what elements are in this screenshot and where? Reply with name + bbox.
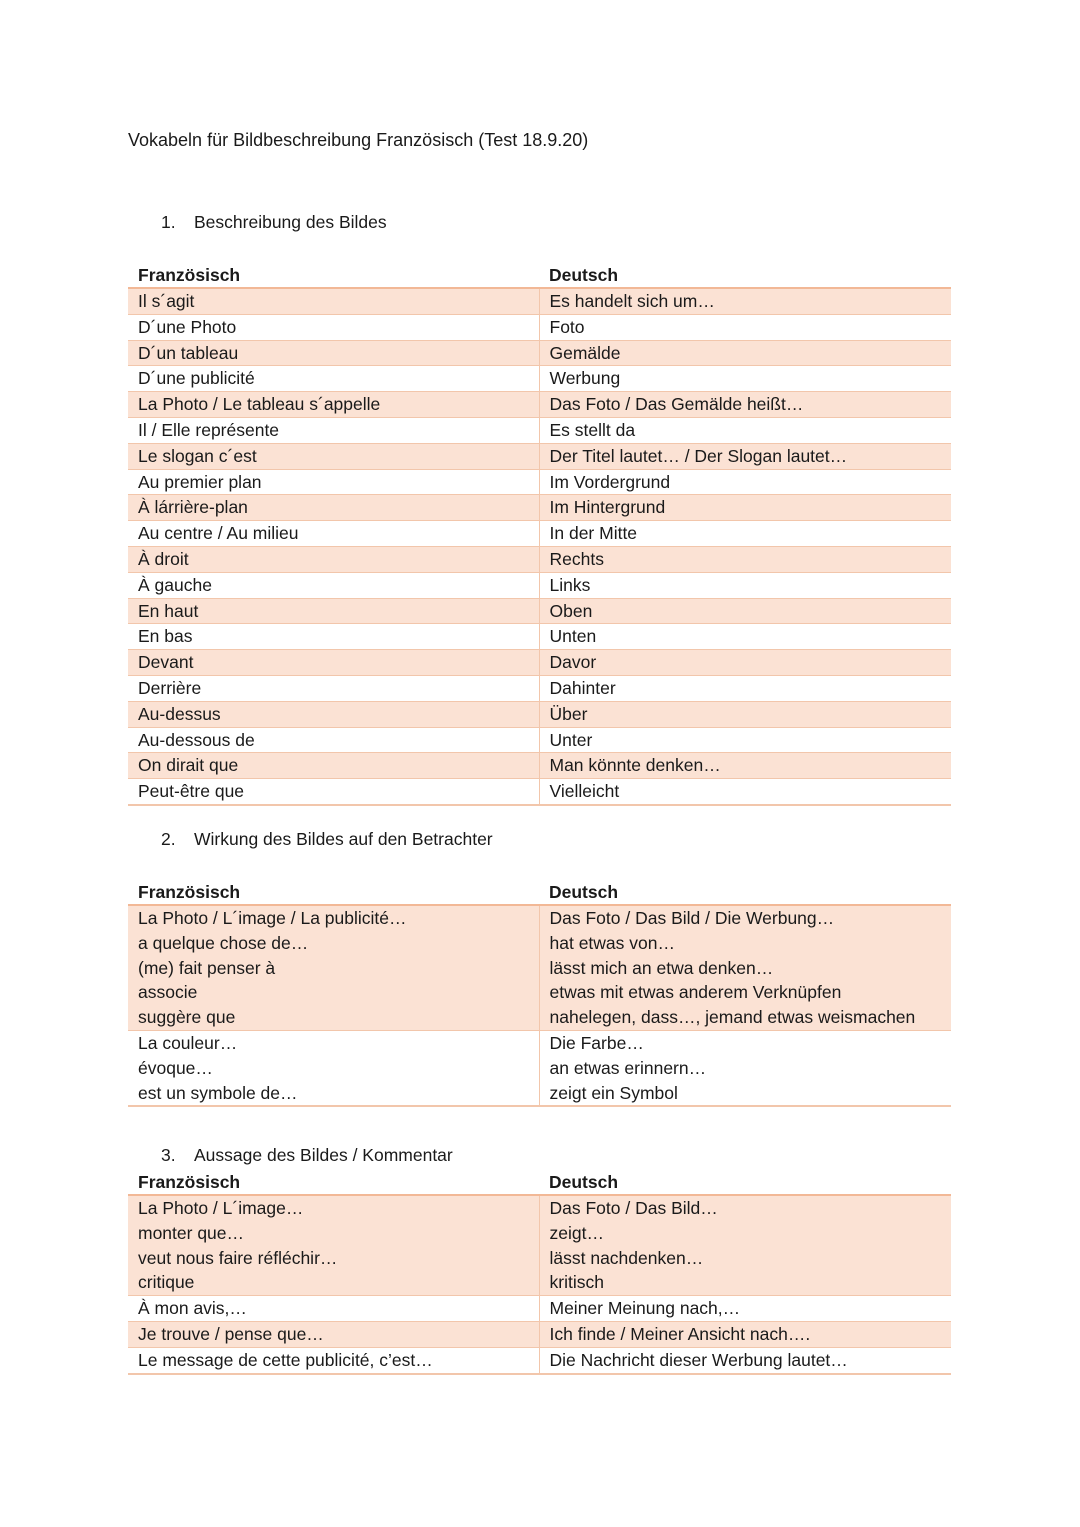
german-term: Gemälde <box>539 340 951 366</box>
table-row <box>128 340 951 366</box>
french-term: Le message de cette publicité, c’est… <box>128 1347 539 1373</box>
table-body <box>128 288 951 805</box>
french-term: Devant <box>128 650 539 676</box>
table-row <box>128 443 951 469</box>
section-heading-2 <box>161 829 493 850</box>
table-row <box>128 288 951 314</box>
french-term: Au-dessous de <box>128 727 539 753</box>
french-term: La Photo / L´image / La publicité… <box>128 905 539 931</box>
french-term: À mon avis,… <box>128 1296 539 1322</box>
french-term: On dirait que <box>128 753 539 779</box>
section-title: Beschreibung des Bildes <box>194 212 387 232</box>
french-term: Il s´agit <box>128 288 539 314</box>
german-term: lässt mich an etwa denken… <box>539 956 951 981</box>
german-term: Unter <box>539 727 951 753</box>
french-term: Au premier plan <box>128 469 539 495</box>
french-term: À gauche <box>128 572 539 598</box>
french-term: est un symbole de… <box>128 1081 539 1107</box>
header-german: Deutsch <box>539 1170 951 1195</box>
german-term: Über <box>539 701 951 727</box>
table-row <box>128 417 951 443</box>
german-term: Ich finde / Meiner Ansicht nach…. <box>539 1321 951 1347</box>
vocab-table-3 <box>128 1170 951 1375</box>
french-term: associe <box>128 980 539 1005</box>
header-french: Französisch <box>128 880 539 905</box>
section-number: 1. <box>161 212 176 232</box>
vocab-table-1 <box>128 263 951 806</box>
table-header-row <box>128 263 951 288</box>
table-row <box>128 675 951 701</box>
table-row <box>128 931 951 956</box>
section-number: 3. <box>161 1145 176 1165</box>
section-title: Wirkung des Bildes auf den Betrachter <box>194 829 493 849</box>
document-title: Vokabeln für Bildbeschreibung Französisch (Test 18.9.20) <box>128 130 589 150</box>
french-term: En bas <box>128 624 539 650</box>
french-term: D´une Photo <box>128 314 539 340</box>
french-term: La Photo / Le tableau s´appelle <box>128 392 539 418</box>
section-heading-3 <box>161 1145 453 1166</box>
french-term: D´un tableau <box>128 340 539 366</box>
french-term: La Photo / L´image… <box>128 1195 539 1221</box>
german-term: Links <box>539 572 951 598</box>
german-term: kritisch <box>539 1270 951 1295</box>
table-row <box>128 1005 951 1030</box>
french-term: En haut <box>128 598 539 624</box>
french-term: a quelque chose de… <box>128 931 539 956</box>
german-term: Davor <box>539 650 951 676</box>
table-body <box>128 1195 951 1374</box>
table-body <box>128 905 951 1106</box>
german-term: Es handelt sich um… <box>539 288 951 314</box>
french-term: suggère que <box>128 1005 539 1030</box>
table-row <box>128 624 951 650</box>
french-term: Derrière <box>128 675 539 701</box>
french-term: critique <box>128 1270 539 1295</box>
table-row <box>128 1030 951 1055</box>
german-term: Oben <box>539 598 951 624</box>
table-row <box>128 1081 951 1107</box>
french-term: À droit <box>128 546 539 572</box>
table-row <box>128 779 951 805</box>
french-term: Peut-être que <box>128 779 539 805</box>
german-term: hat etwas von… <box>539 931 951 956</box>
french-term: Il / Elle représente <box>128 417 539 443</box>
header-french: Französisch <box>128 1170 539 1195</box>
german-term: etwas mit etwas anderem Verknüpfen <box>539 980 951 1005</box>
table-row <box>128 753 951 779</box>
french-term: Au-dessus <box>128 701 539 727</box>
table-row <box>128 1056 951 1081</box>
table-row <box>128 905 951 931</box>
table-row <box>128 1296 951 1322</box>
german-term: an etwas erinnern… <box>539 1056 951 1081</box>
french-term: évoque… <box>138 1057 213 1078</box>
german-term: Die Nachricht dieser Werbung lautet… <box>539 1347 951 1373</box>
table-row <box>128 1246 951 1271</box>
table-row <box>128 546 951 572</box>
german-term: Meiner Meinung nach,… <box>539 1296 951 1322</box>
table-row <box>128 1347 951 1373</box>
table-row <box>128 314 951 340</box>
header-german: Deutsch <box>539 263 951 288</box>
french-term: monter que… <box>128 1221 539 1246</box>
table-row <box>128 980 951 1005</box>
table-row <box>128 366 951 392</box>
german-term: Foto <box>539 314 951 340</box>
german-term: zeigt… <box>539 1221 951 1246</box>
german-term: Das Foto / Das Gemälde heißt… <box>539 392 951 418</box>
table-row <box>128 572 951 598</box>
german-term: Das Foto / Das Bild / Die Werbung… <box>539 905 951 931</box>
german-term: Im Hintergrund <box>539 495 951 521</box>
table-row <box>128 1221 951 1246</box>
table-row <box>128 650 951 676</box>
table-row <box>128 469 951 495</box>
french-term: Le slogan c´est <box>128 443 539 469</box>
german-term: Vielleicht <box>539 779 951 805</box>
german-term: In der Mitte <box>539 521 951 547</box>
header-german: Deutsch <box>539 880 951 905</box>
table-row <box>128 392 951 418</box>
german-term: Es stellt da <box>539 417 951 443</box>
german-term: Dahinter <box>539 675 951 701</box>
german-term: Die Farbe… <box>539 1030 951 1055</box>
german-term: Rechts <box>539 546 951 572</box>
table-row <box>128 1321 951 1347</box>
section-number: 2. <box>161 829 176 849</box>
table-header-row <box>128 880 951 905</box>
french-term: (me) fait penser à <box>128 956 539 981</box>
german-term: Werbung <box>539 366 951 392</box>
french-term: La couleur… <box>138 1032 238 1053</box>
section-title: Aussage des Bildes / Kommentar <box>194 1145 453 1165</box>
german-term: Das Foto / Das Bild… <box>539 1195 951 1221</box>
german-term: Im Vordergrund <box>539 469 951 495</box>
french-term: Au centre / Au milieu <box>128 521 539 547</box>
vocab-table-2 <box>128 880 951 1107</box>
french-term: veut nous faire réfléchir… <box>128 1246 539 1271</box>
german-term: lässt nachdenken… <box>539 1246 951 1271</box>
table-row <box>128 598 951 624</box>
header-french: Französisch <box>128 263 539 288</box>
german-term: Der Titel lautet… / Der Slogan lautet… <box>539 443 951 469</box>
german-term: Man könnte denken… <box>539 753 951 779</box>
table-row <box>128 727 951 753</box>
german-term: zeigt ein Symbol <box>539 1081 951 1107</box>
table-row <box>128 495 951 521</box>
table-row <box>128 956 951 981</box>
german-term: Unten <box>539 624 951 650</box>
french-term: Je trouve / pense que… <box>128 1321 539 1347</box>
french-term: D´une publicité <box>128 366 539 392</box>
table-row <box>128 521 951 547</box>
german-term: nahelegen, dass…, jemand etwas weismachen <box>539 1005 951 1030</box>
table-header-row <box>128 1170 951 1195</box>
french-term: À lárrière-plan <box>128 495 539 521</box>
table-row <box>128 701 951 727</box>
section-heading-1 <box>161 212 387 233</box>
table-row <box>128 1195 951 1221</box>
table-row <box>128 1270 951 1295</box>
